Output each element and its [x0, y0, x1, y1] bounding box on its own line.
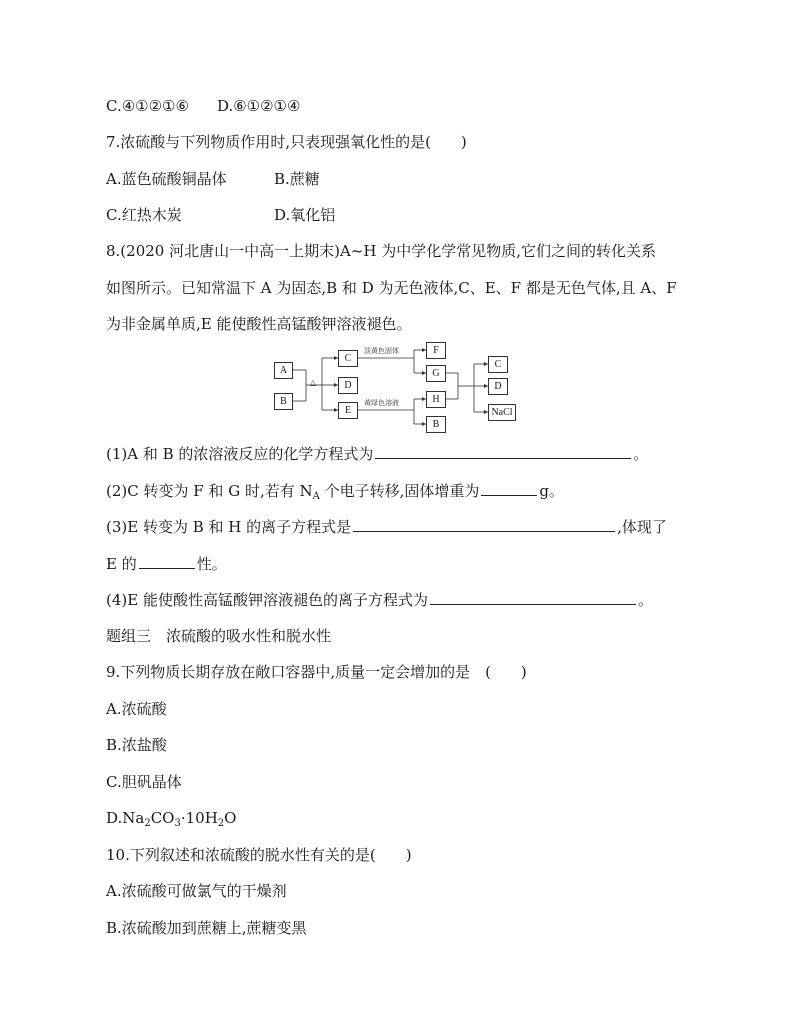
node-a: A	[274, 362, 293, 379]
heat-symbol: △	[310, 378, 317, 387]
node-c: C	[338, 350, 358, 367]
q7-options-ab	[106, 169, 320, 189]
answer-blank[interactable]	[481, 481, 537, 496]
q7-option-d: D.氧化铝	[274, 206, 336, 224]
q8-sub4	[106, 590, 653, 610]
diagram-connectors	[266, 344, 506, 436]
formula-subscript: 2	[144, 818, 151, 829]
q9-option-a: A.浓硫酸	[106, 700, 167, 718]
node-d: D	[338, 377, 358, 394]
formula-subscript: 2	[217, 818, 225, 829]
q8-sub4-text: (4)E 能使酸性高锰酸钾溶液褪色的离子方程式为	[106, 591, 428, 609]
answer-blank[interactable]	[375, 444, 631, 459]
node-b: B	[274, 393, 293, 410]
node-d-product: D	[488, 378, 508, 395]
label-pale-yellow-solid: 淡黄色固体	[364, 347, 399, 355]
formula-part: ·10H	[180, 809, 218, 827]
q8-sub2	[106, 481, 564, 501]
q8-sub2-subscript: A	[312, 491, 320, 502]
q9-option-c: C.胆矾晶体	[106, 773, 182, 791]
q10-option-b: B.浓硫酸加到蔗糖上,蔗糖变黑	[106, 919, 307, 937]
q6-option-d: D.⑥①②①④	[216, 97, 301, 115]
node-e: E	[338, 402, 358, 419]
label-yellow-green-solution: 黄绿色溶液	[364, 399, 399, 407]
q7-option-a: A.蓝色硫酸铜晶体	[106, 170, 227, 188]
q8-sub3	[106, 517, 667, 537]
node-nacl: NaCl	[488, 404, 516, 421]
q8-sub4-end: 。	[637, 591, 653, 609]
formula-part: CO	[150, 809, 175, 827]
q8-sub3b-end: 性。	[196, 555, 227, 573]
node-b-product: B	[426, 416, 446, 433]
node-h: H	[426, 391, 446, 408]
answer-blank[interactable]	[430, 590, 636, 605]
q8-stem-line3: 为非金属单质,E 能使酸性高锰酸钾溶液褪色。	[106, 315, 412, 333]
group3-heading: 题组三 浓硫酸的吸水性和脱水性	[106, 627, 332, 645]
q8-sub3-text: (3)E 转变为 B 和 H 的离子方程式是	[106, 518, 352, 536]
node-c-product: C	[488, 356, 508, 373]
q8-sub2-end: g。	[539, 482, 565, 500]
answer-blank[interactable]	[139, 554, 195, 569]
q7-stem: 7.浓硫酸与下列物质作用时,只表现强氧化性的是( )	[106, 133, 467, 151]
q6-option-c: C.④①②①⑥	[106, 97, 189, 115]
q6-options	[106, 96, 300, 116]
q8-sub3-end: ,体现了	[617, 518, 667, 536]
q8-sub1	[106, 444, 648, 464]
q8-sub3b	[106, 554, 227, 574]
conversion-diagram	[266, 344, 513, 436]
q9-option-d	[106, 808, 236, 828]
q7-option-b: B.蔗糖	[274, 170, 320, 188]
q8-sub2-mid: 个电子转移,固体增重为	[319, 482, 480, 500]
q8-stem-line1: 8.(2020 河北唐山一中高一上期末)A~H 为中学化学常见物质,它们之间的转化关系	[106, 242, 656, 260]
q7-option-c: C.红热木炭	[106, 206, 182, 224]
q10-option-a: A.浓硫酸可做氯气的干燥剂	[106, 882, 287, 900]
q8-stem-line2: 如图所示。已知常温下 A 为固态,B 和 D 为无色液体,C、E、F 都是无色气体,且 A、F	[106, 279, 677, 297]
q8-sub1-text: (1)A 和 B 的浓溶液反应的化学方程式为	[106, 445, 374, 463]
formula-part: D.Na	[106, 809, 145, 827]
node-g: G	[426, 365, 446, 382]
q8-sub3b-text: E 的	[106, 555, 137, 573]
q8-sub2-text: (2)C 转变为 F 和 G 时,若有 N	[106, 482, 313, 500]
q9-stem: 9.下列物质长期存放在敞口容器中,质量一定会增加的是 ( )	[106, 663, 527, 681]
q9-option-b: B.浓盐酸	[106, 736, 167, 754]
q10-stem: 10.下列叙述和浓硫酸的脱水性有关的是( )	[106, 846, 412, 864]
node-f: F	[426, 342, 446, 359]
formula-subscript: 3	[174, 818, 181, 829]
q7-options-cd	[106, 205, 335, 225]
q8-sub1-end: 。	[633, 445, 649, 463]
formula-part: O	[224, 809, 237, 827]
answer-blank[interactable]	[353, 517, 615, 532]
